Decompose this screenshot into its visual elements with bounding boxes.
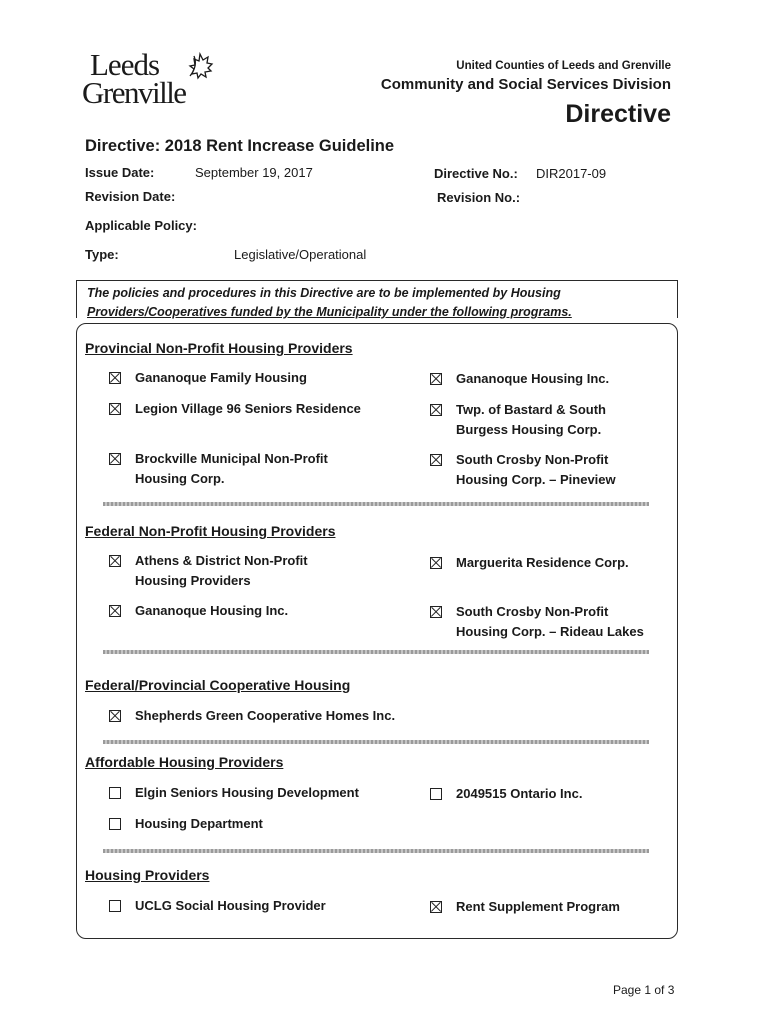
checkbox-checked-icon[interactable] <box>430 606 442 618</box>
checkbox-item[interactable]: South Crosby Non-Profit Housing Corp. – Pineview <box>430 450 616 490</box>
checkbox-item[interactable]: South Crosby Non-Profit Housing Corp. – Rideau Lakes <box>430 602 644 642</box>
division-name: Community and Social Services Division <box>380 76 671 93</box>
checkbox-checked-icon[interactable] <box>109 710 121 722</box>
checkbox-checked-icon[interactable] <box>430 404 442 416</box>
section-title-affordable-housing: Affordable Housing Providers <box>85 754 284 770</box>
section-divider <box>103 740 649 744</box>
directive-title: Directive: 2018 Rent Increase Guideline <box>85 137 395 155</box>
section-title-cooperative-housing: Federal/Provincial Cooperative Housing <box>85 677 351 693</box>
section-divider <box>103 502 649 506</box>
notice-line2: Providers/Cooperatives funded by the Municipality under the following programs. <box>87 305 572 319</box>
checkbox-checked-icon[interactable] <box>109 605 121 617</box>
checkbox-item[interactable]: Elgin Seniors Housing Development <box>109 783 359 803</box>
checkbox-item[interactable]: Marguerita Residence Corp. <box>430 553 629 573</box>
checkbox-checked-icon[interactable] <box>430 901 442 913</box>
checkbox-checked-icon[interactable] <box>109 555 121 567</box>
maple-leaf-logo-icon <box>82 48 232 106</box>
checkbox-unchecked-icon[interactable] <box>430 788 442 800</box>
checkbox-unchecked-icon[interactable] <box>109 787 121 799</box>
checkbox-unchecked-icon[interactable] <box>109 900 121 912</box>
checkbox-checked-icon[interactable] <box>109 403 121 415</box>
checkbox-checked-icon[interactable] <box>109 372 121 384</box>
issue-date-value: September 19, 2017 <box>195 165 313 180</box>
type-label: Type: <box>85 247 119 262</box>
checkbox-unchecked-icon[interactable] <box>109 818 121 830</box>
organization-header <box>381 60 671 93</box>
applicable-policy-label: Applicable Policy: <box>85 218 197 233</box>
revision-no-label: Revision No.: <box>437 190 521 205</box>
checkbox-item[interactable]: Twp. of Bastard & South Burgess Housing Corp. <box>430 400 606 440</box>
checkbox-item[interactable]: UCLG Social Housing Provider <box>109 896 326 916</box>
checkbox-item[interactable]: Gananoque Housing Inc. <box>109 601 288 621</box>
checkbox-item[interactable]: Gananoque Family Housing <box>109 368 307 388</box>
notice-line1: The policies and procedures in this Directive are to be implemented by Housing <box>87 286 561 300</box>
checkbox-item[interactable]: Rent Supplement Program <box>430 897 620 917</box>
directive-no-value: DIR2017-09 <box>536 166 607 181</box>
checkbox-item[interactable]: Athens & District Non-Profit Housing Providers <box>109 551 308 591</box>
checkbox-item[interactable]: Gananoque Housing Inc. <box>430 369 609 389</box>
checkbox-checked-icon[interactable] <box>430 557 442 569</box>
checkbox-item[interactable]: Shepherds Green Cooperative Homes Inc. <box>109 706 395 726</box>
notice-box <box>76 280 678 318</box>
type-value: Legislative/Operational <box>234 247 367 262</box>
directive-no-label: Directive No.: <box>434 166 518 181</box>
section-title-housing-providers: Housing Providers <box>85 867 210 883</box>
checkbox-checked-icon[interactable] <box>430 373 442 385</box>
section-title-provincial-non-profit: Provincial Non-Profit Housing Providers <box>85 340 353 356</box>
page-number: Page 1 of 3 <box>613 983 675 997</box>
section-divider <box>103 650 649 654</box>
section-divider <box>103 849 649 853</box>
document-type: Directive <box>565 100 671 128</box>
leeds-grenville-logo <box>82 48 232 106</box>
checkbox-checked-icon[interactable] <box>109 453 121 465</box>
org-name: United Counties of Leeds and Grenville <box>456 60 671 72</box>
revision-date-label: Revision Date: <box>85 189 176 204</box>
checkbox-item[interactable]: Brockville Municipal Non-Profit Housing Corp. <box>109 449 328 489</box>
logo-line2: Grenville <box>82 75 186 106</box>
logo-line1: Leeds <box>90 48 160 82</box>
issue-date-label: Issue Date: <box>85 165 155 180</box>
checkbox-checked-icon[interactable] <box>430 454 442 466</box>
checkbox-item[interactable]: Housing Department <box>109 814 263 834</box>
section-title-federal-non-profit: Federal Non-Profit Housing Providers <box>85 523 336 539</box>
checkbox-item[interactable]: Legion Village 96 Seniors Residence <box>109 399 361 419</box>
checkbox-item[interactable]: 2049515 Ontario Inc. <box>430 784 582 804</box>
